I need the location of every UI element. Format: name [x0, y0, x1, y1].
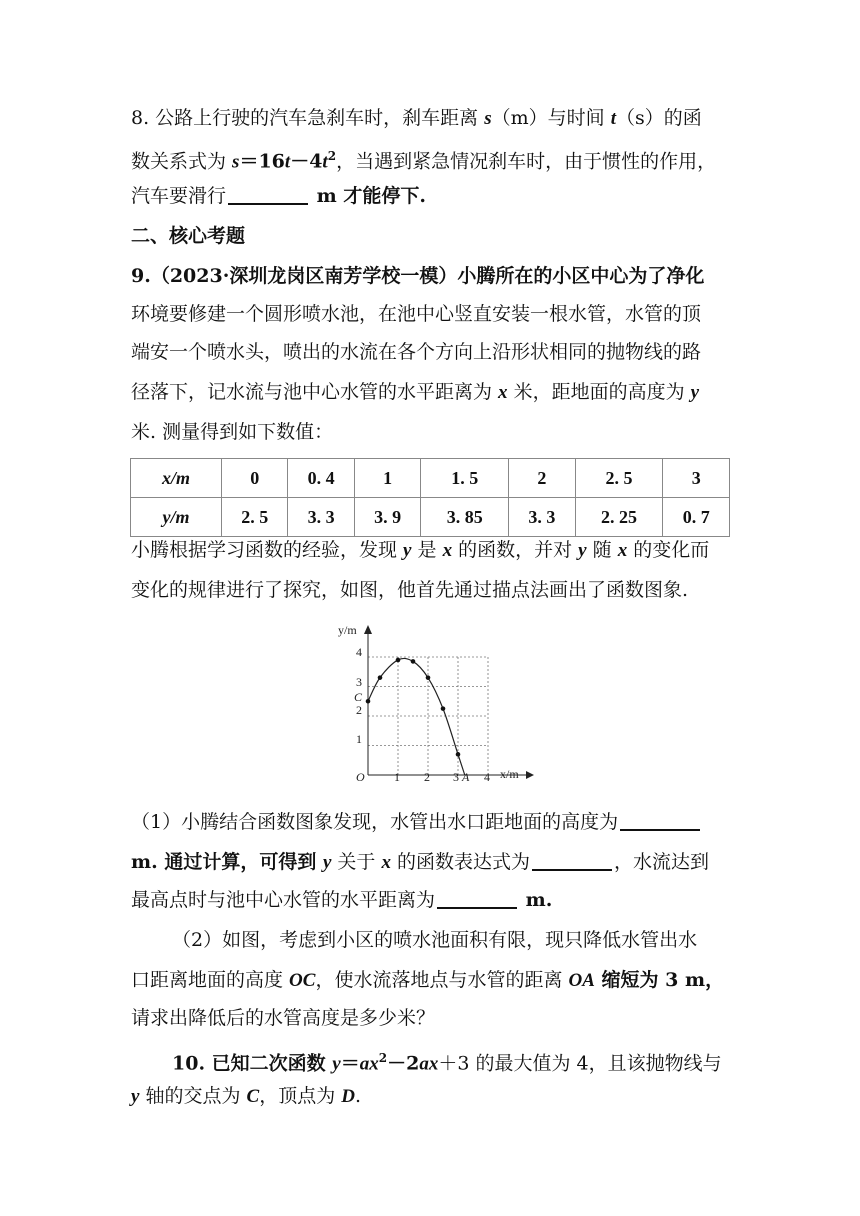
answer-blank[interactable] [532, 849, 612, 871]
data-point [426, 675, 431, 680]
q10-text: ，顶点为 [259, 1085, 342, 1107]
answer-blank[interactable] [228, 183, 308, 205]
data-point [396, 658, 401, 663]
table-cell: 0. 4 [288, 459, 354, 498]
formula-part: －4 [290, 150, 323, 173]
var-y: y [403, 540, 412, 561]
point-a-label: A [462, 770, 470, 784]
q8-line-2 [131, 142, 716, 176]
table-cell: 0. 7 [663, 498, 730, 537]
term-ax: ax [419, 1053, 439, 1075]
x-tick-label-2: 2 [424, 770, 430, 784]
data-point [441, 706, 446, 711]
point-c-label: C [354, 690, 363, 704]
formula-part: ＝16 [239, 150, 285, 173]
part2-text: 缩短为 3 m， [594, 969, 725, 991]
term-ax: ax [359, 1053, 379, 1075]
var-x: x [617, 540, 628, 561]
answer-blank[interactable] [620, 809, 700, 831]
part1-text: 的函数表达式为 [390, 851, 531, 873]
var-x: x [381, 852, 391, 873]
y-tick-label-1: 1 [356, 732, 362, 746]
q9-line-1 [131, 262, 704, 290]
part1-text: m. 通过计算，可得到 [131, 851, 323, 873]
q9-text: 的变化而 [627, 539, 710, 561]
q10-line-1 [172, 1044, 722, 1078]
var-y: y [322, 852, 332, 873]
table-row-y [131, 498, 730, 537]
data-table [130, 458, 730, 537]
table-row-x [131, 459, 730, 498]
function-graph [322, 620, 542, 790]
part2-text: ，使水流落地点与水管的距离 [315, 969, 569, 991]
q9-heading: 9.（2023·深圳龙岗区南芳学校一模）小腾所在的小区中心为了净化 [131, 265, 705, 287]
part2-line-1: （2）如图，考虑到小区的喷水池面积有限，现只降低水管出水 [172, 929, 698, 951]
var-y: y [690, 382, 700, 403]
exponent: 2 [378, 1051, 388, 1065]
y-tick-label-2: 2 [356, 703, 362, 717]
var-x: x [498, 382, 508, 403]
var-t: t [284, 151, 291, 173]
q9-line-2: 环境要修建一个圆形喷水池，在池中心竖直安装一根水管，水管的顶 [131, 303, 702, 325]
formula-part: ＝ [340, 1052, 360, 1075]
table-header-y: y/m [131, 498, 222, 537]
part1-text: （1）小腾结合函数图象发现，水管出水口距地面的高度为 [131, 811, 619, 833]
point-d: D [341, 1086, 355, 1107]
table-header-x: x/m [131, 459, 222, 498]
var-y: y [131, 1086, 140, 1107]
q9-after-line-2: 变化的规律进行了探究，如图，他首先通过描点法画出了函数图象. [131, 579, 689, 601]
table-cell: 1 [354, 459, 420, 498]
part1-line-2 [131, 848, 709, 877]
segment-oc: OC [289, 970, 316, 991]
x-tick-label-3: 3 [453, 770, 459, 784]
var-t: t [610, 108, 616, 129]
table-cell: 2 [509, 459, 575, 498]
part1-line-1 [131, 808, 702, 836]
var-y: y [332, 1053, 341, 1075]
table-cell: 2. 5 [575, 459, 663, 498]
q10-line-2 [131, 1082, 361, 1111]
parabola-curve [368, 658, 465, 775]
q8-text: ，当遇到紧急情况刹车时，由于惯性的作用， [336, 150, 717, 173]
data-point [456, 752, 461, 757]
var-s: s [484, 108, 492, 129]
var-y: y [578, 540, 587, 561]
q8-text: 8. 公路上行驶的汽车急刹车时，刹车距离 [131, 107, 485, 129]
q9-text: 小腾根据学习函数的经验，发现 [131, 539, 404, 561]
q8-line-3 [131, 182, 426, 210]
part2-line-2 [131, 966, 724, 995]
table-cell: 2. 5 [222, 498, 288, 537]
var-t: t [322, 151, 328, 173]
point-c: C [246, 1086, 260, 1107]
q8-text: 汽车要滑行 [131, 185, 227, 207]
y-tick-label-3: 3 [356, 675, 362, 689]
table-cell: 3. 3 [509, 498, 575, 537]
q10-text: 轴的交点为 [139, 1085, 247, 1107]
x-tick-label-4: 4 [484, 770, 490, 784]
table-cell: 3. 3 [288, 498, 354, 537]
q8-text: （m）与时间 [491, 107, 611, 129]
origin-label: O [356, 770, 365, 784]
segment-oa: OA [568, 970, 595, 991]
x-axis-arrow [526, 771, 534, 779]
part2-text: 口距离地面的高度 [131, 969, 290, 991]
part1-text: ，水流达到 [614, 851, 710, 873]
q10-text: . [355, 1085, 362, 1107]
q8-text: 数关系式为 [131, 150, 233, 173]
y-tick-label-4: 4 [356, 645, 362, 659]
table-cell: 3 [663, 459, 730, 498]
q8-line-1 [131, 104, 702, 133]
q9-line-5: 米. 测量得到如下数值： [131, 421, 334, 443]
part1-text: m. [519, 889, 553, 911]
table-cell: 1. 5 [421, 459, 509, 498]
q9-line-3: 端安一个喷水头，喷出的水流在各个方向上沿形状相同的抛物线的路 [131, 341, 702, 363]
table-cell: 3. 85 [421, 498, 509, 537]
part1-text: 最高点时与池中心水管的水平距离为 [131, 889, 436, 911]
var-x: x [442, 540, 453, 561]
answer-blank[interactable] [437, 887, 517, 909]
var-s: s [232, 151, 240, 173]
table-cell: 3. 9 [354, 498, 420, 537]
q9-text: 米，距地面的高度为 [507, 381, 691, 403]
q10-text: ＋3 的最大值为 4，且该抛物线与 [438, 1052, 722, 1075]
q9-text: 是 [411, 539, 443, 561]
section-title: 二、核心考题 [131, 225, 246, 247]
x-tick-label-1: 1 [394, 770, 400, 784]
y-axis-label: y/m [338, 623, 357, 637]
formula-part: －2 [387, 1052, 420, 1075]
q9-after-line-1 [131, 536, 709, 565]
data-point [366, 699, 371, 704]
part2-line-3: 请求出降低后的水管高度是多少米？ [131, 1007, 436, 1029]
part1-text: 关于 [331, 851, 382, 873]
q9-line-4 [131, 378, 699, 407]
q9-text: 随 [586, 539, 618, 561]
data-point [378, 675, 383, 680]
grid-lines [368, 657, 488, 775]
q9-text: 的函数，并对 [452, 539, 579, 561]
y-axis-arrow [364, 625, 372, 634]
q10-text: 10. 已知二次函数 [172, 1052, 333, 1075]
q8-text: （s）的函 [615, 107, 702, 129]
q9-text: 径落下，记水流与池中心水管的水平距离为 [131, 381, 499, 403]
part1-line-3 [131, 886, 552, 914]
q8-text: m 才能停下. [310, 185, 426, 207]
exponent: 2 [327, 149, 337, 163]
table-cell: 2. 25 [575, 498, 663, 537]
x-axis-label: x/m [500, 767, 519, 781]
data-point [411, 659, 416, 664]
data-points [366, 658, 461, 757]
table-cell: 0 [222, 459, 288, 498]
